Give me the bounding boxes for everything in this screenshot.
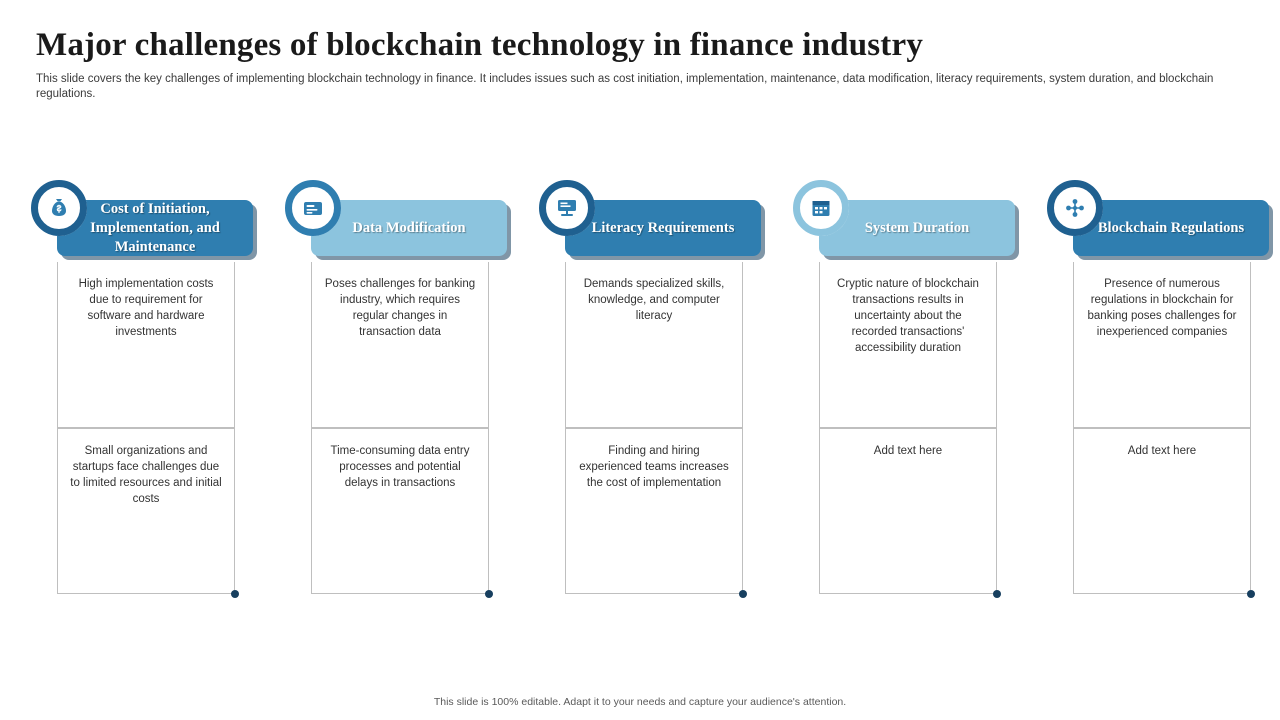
cell-text: Cryptic nature of blockchain transactions results in uncertainty about the recorded transactions' accessibility duration	[837, 278, 979, 354]
end-dot	[231, 590, 239, 598]
header-pill: Literacy Requirements	[565, 200, 761, 256]
column-header	[539, 170, 769, 262]
money-bag-icon	[31, 180, 87, 236]
cell-text: Presence of numerous regulations in blockchain for banking poses challenges for inexperienced companies	[1087, 278, 1237, 338]
cell-text: Demands specialized skills, knowledge, and computer literacy	[583, 278, 725, 322]
challenge-column-regulations	[1047, 170, 1277, 594]
cell-text: Add text here	[1127, 445, 1197, 457]
column-header	[31, 170, 261, 262]
footer-note: This slide is 100% editable. Adapt it to your needs and capture your audience's attention.	[433, 696, 847, 708]
challenge-text-secondary	[565, 428, 743, 594]
page-title: Major challenges of blockchain technology in finance industry	[36, 27, 924, 63]
card-edit-icon	[285, 180, 341, 236]
cell-text: Add text here	[873, 445, 943, 457]
icon-glyph	[300, 195, 326, 221]
icon-glyph	[554, 195, 580, 221]
challenge-text-primary	[565, 262, 743, 428]
column-header	[285, 170, 515, 262]
slide-subtitle: This slide covers the key challenges of implementing blockchain technology in finance. It includes issues such as cost initiation, implementation, maintenance, data modification, literacy requirements, system duration, and blockchain regulations.	[36, 73, 1214, 100]
cell-text: Poses challenges for banking industry, which requires regular changes in transaction data	[324, 278, 476, 338]
icon-glyph	[1062, 195, 1088, 221]
icon-glyph	[808, 195, 834, 221]
challenge-column-data-modification	[285, 170, 515, 594]
challenge-text-secondary	[311, 428, 489, 594]
challenge-text-secondary	[57, 428, 235, 594]
challenge-text-primary	[1073, 262, 1251, 428]
header-pill: Cost of Initiation, Implementation, and Maintenance	[57, 200, 253, 256]
challenge-text-primary	[819, 262, 997, 428]
cell-text: Time-consuming data entry processes and potential delays in transactions	[330, 445, 470, 489]
column-header	[1047, 170, 1277, 262]
header-pill: System Duration	[819, 200, 1015, 256]
network-nodes-icon	[1047, 180, 1103, 236]
challenge-text-secondary	[819, 428, 997, 594]
challenge-text-secondary	[1073, 428, 1251, 594]
challenge-column-system-duration	[793, 170, 1023, 594]
column-header	[793, 170, 1023, 262]
challenge-column-literacy	[539, 170, 769, 594]
end-dot	[1247, 590, 1255, 598]
cell-text: High implementation costs due to requirement for software and hardware investments	[78, 278, 214, 338]
challenges-board	[0, 170, 1280, 640]
end-dot	[993, 590, 1001, 598]
challenge-text-primary	[311, 262, 489, 428]
challenge-text-primary	[57, 262, 235, 428]
challenge-column-cost	[31, 170, 261, 594]
cell-text: Finding and hiring experienced teams increases the cost of implementation	[579, 445, 729, 489]
end-dot	[485, 590, 493, 598]
header-pill: Blockchain Regulations	[1073, 200, 1269, 256]
end-dot	[739, 590, 747, 598]
slide-header	[36, 24, 1246, 102]
presentation-board-icon	[539, 180, 595, 236]
calendar-icon	[793, 180, 849, 236]
icon-glyph	[46, 195, 72, 221]
header-pill: Data Modification	[311, 200, 507, 256]
cell-text: Small organizations and startups face challenges due to limited resources and initial costs	[70, 445, 222, 505]
